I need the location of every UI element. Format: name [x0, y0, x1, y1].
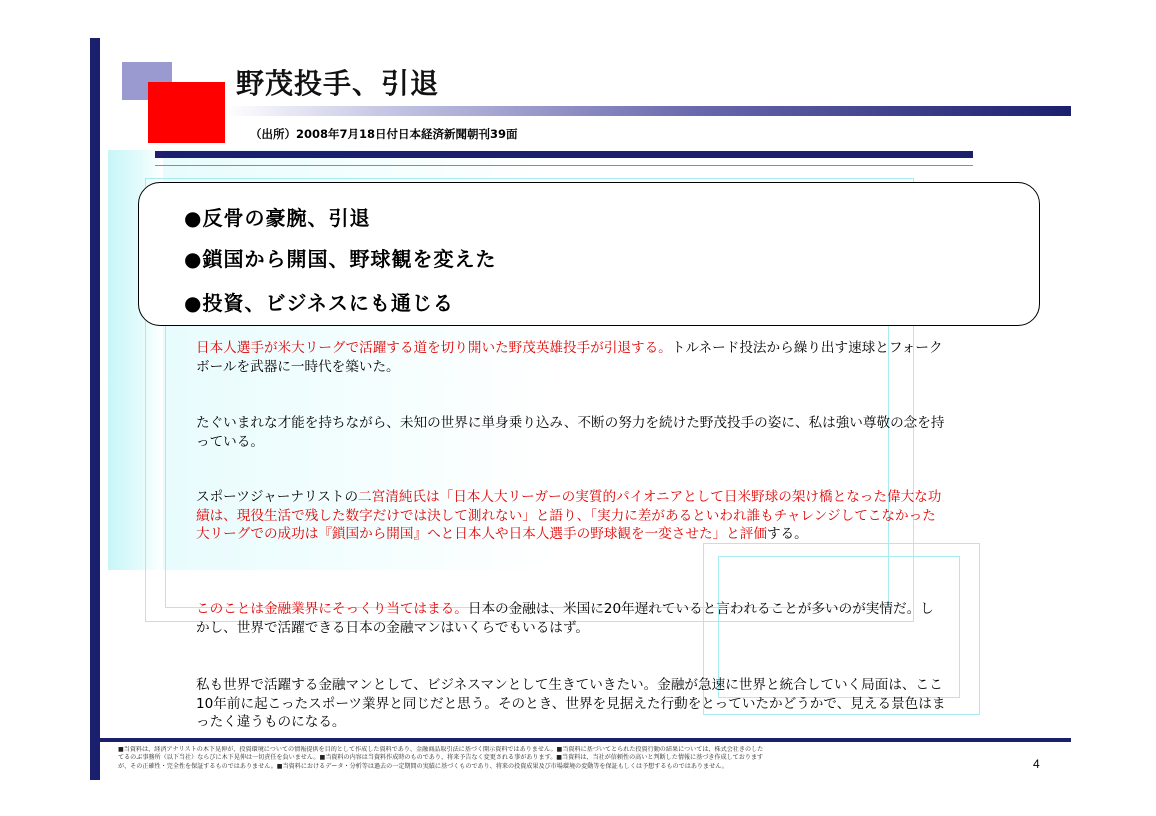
disclaimer-line: てるのぶ事務所（以下当社）ならびに木下晃伸は一切責任を負いません。■当資料の内容は当資料作成時のものであり、将来予告なく変更される事があります。■当資料は、当社が信頼性の高いと判断した情報に基づき作成しております — [118, 754, 764, 762]
key-points-box — [138, 182, 1040, 326]
highlight-text: このことは金融業界にそっくり当てはまる。 — [196, 601, 468, 617]
disclaimer-line: ■当資料は、経済アナリストの木下晃伸が、投資環境についての情報提供を目的として作成した資料であり、金融商品取引法に基づく開示資料ではありません。■当資料に基づいてとられた投資行動の結果については、株式会社きのした — [118, 746, 764, 753]
paragraph-text: 日本の金融は、米国に20年遅れていると言われることが多いのが実情だ。しかし、世界で活躍できる日本の金融マンはいくらでもいるはず。 — [196, 601, 934, 636]
key-point: ●反骨の豪腕、引退 — [184, 206, 371, 230]
page-number: 4 — [1033, 757, 1040, 771]
body-paragraph — [196, 600, 946, 637]
left-accent-bar — [90, 38, 100, 780]
disclaimer-line: が、その正確性・完全性を保証するものではありません。■当資料におけるデータ・分析等は過去の一定期間の実績に基づくものであり、将来の投資成果及び市場環境の変動等を保証もしくは予想するものではありません。 — [118, 762, 728, 770]
title-underline — [225, 106, 1071, 116]
paragraph-text: トルネード投法から繰り出す速球とフォークボールを武器に一時代を築いた。 — [196, 340, 943, 375]
disclaimer — [118, 746, 1008, 771]
key-point: ●投資、ビジネスにも通じる — [184, 291, 454, 315]
decorative-square-red — [148, 82, 225, 143]
paragraph-text: 私も世界で活躍する金融マンとして、ビジネスマンとして生きていきたい。金融が急速に世界と統合していく局面は、ここ10年前に起こったスポーツ業界と同じだと思う。そのとき、世界を見据えた行動をとっていたかどうかで、見える景色はまったく違うものになる。 — [196, 677, 946, 730]
paragraph-text: する。 — [766, 526, 808, 542]
body-paragraph — [196, 414, 946, 451]
body-paragraph — [196, 676, 946, 732]
source-citation: （出所）2008年7月18日付日本経済新聞朝刊39面 — [250, 127, 518, 141]
body-paragraph — [196, 339, 946, 376]
section-divider — [155, 151, 973, 158]
highlight-text: 日本人選手が米大リーグで活躍する道を切り開いた野茂英雄投手が引退する。 — [196, 340, 672, 356]
paragraph-text: たぐいまれな才能を持ちながら、未知の世界に単身乗り込み、不断の努力を続けた野茂投手の姿に、私は強い尊敬の念を持っている。 — [196, 415, 945, 450]
footer-divider — [100, 738, 1071, 742]
section-divider-thin — [155, 165, 973, 166]
key-point: ●鎖国から開国、野球観を変えた — [184, 247, 497, 271]
body-paragraph — [196, 488, 946, 544]
highlight-text: 二宮清純氏は「日本人大リーガーの実質的パイオニアとして日米野球の架け橋となった偉大な功績は、現役生活で残した数字だけでは決して測れない」と語り、「実力に差があるといわれ誰もチャレンジしてこなかった大リーグでの成功は『鎖国から開国』へと日本人や日本人選手の野球観を一変させた」と評価 — [196, 489, 942, 542]
slide-title: 野茂投手、引退 — [236, 67, 440, 100]
paragraph-text: スポーツジャーナリストの — [196, 489, 359, 505]
